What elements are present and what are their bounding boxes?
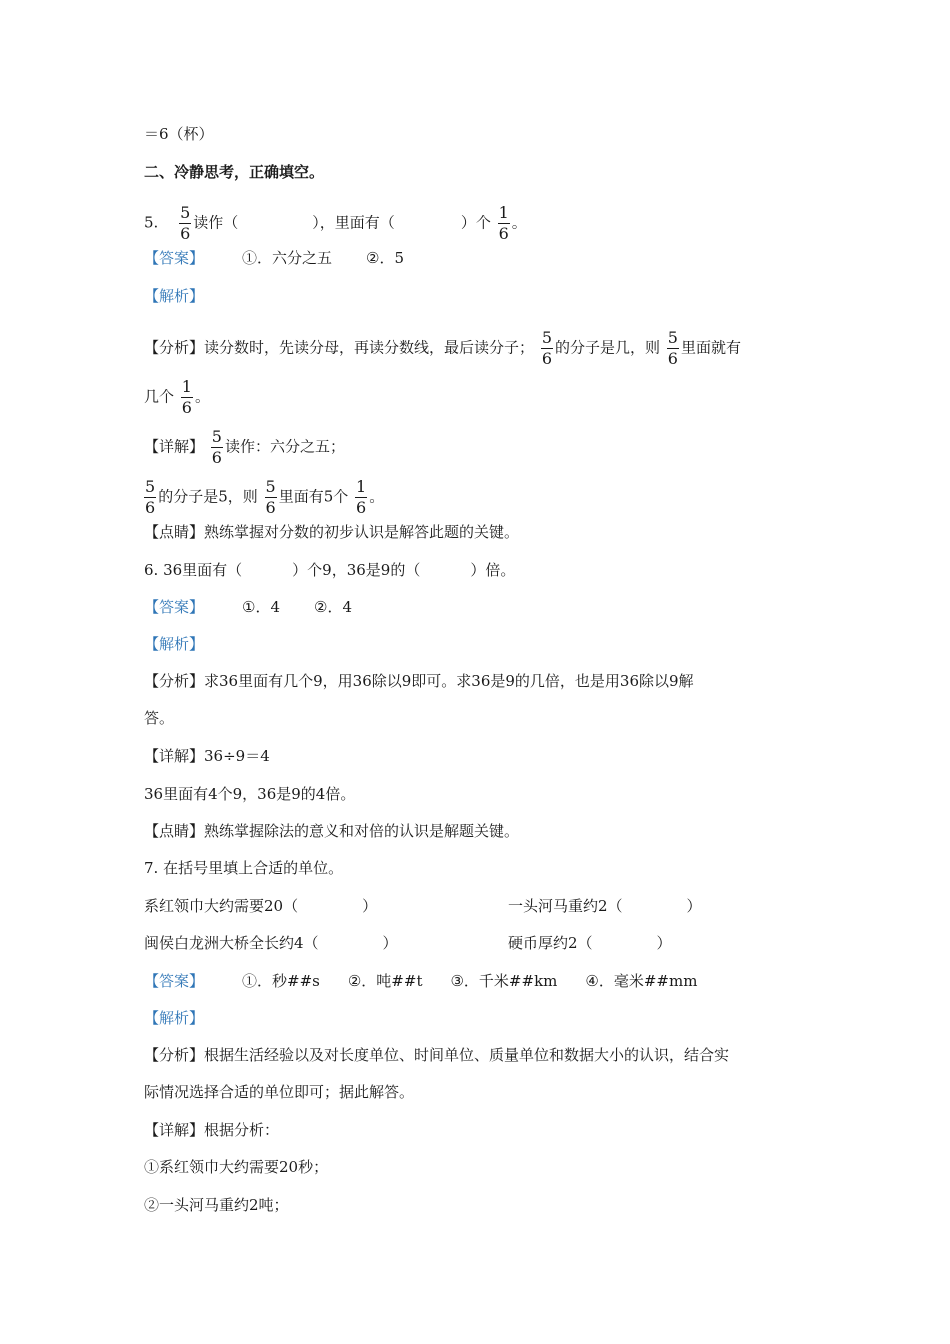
text: 二、冷静思考，正确填空。 [144,163,325,181]
text: 。 [194,387,210,406]
fraction-1-6 [181,378,193,417]
detail-5a [144,428,345,467]
tag: 【分析】 [144,1046,205,1064]
analysis-7-cont [144,1082,414,1102]
text: ）个 [460,213,491,232]
numerator: 5 [541,328,552,347]
text: 系红领巾大约需要20（ [144,897,299,915]
text: 36÷9＝4 [204,747,270,765]
analysis-7 [144,1045,729,1065]
answer-item: ①．六分之五 [242,249,333,267]
detail-7 [144,1120,279,1140]
denominator: 6 [211,448,222,467]
fraction-1-6 [498,204,510,243]
answer-item: ①．4 [242,598,281,616]
answer-tag: 【答案】 [144,598,205,616]
text: 里面就有 [680,338,741,357]
analysis-6 [144,671,694,691]
question-7-row-1-left [144,896,377,916]
text: 硬币厚约2（ [508,934,593,952]
answer-item: ①．秒##s [242,972,320,990]
question-7-row-2-right [508,933,672,953]
answer-item: ②．5 [366,249,405,267]
text: 一头河马重约2（ [508,897,623,915]
analysis-tag-5 [144,286,204,306]
text: 根据分析： [204,1121,280,1139]
analysis-5-cont [144,378,210,417]
text: 读分数时，先读分母，再读分数线，最后读分子； [204,338,535,357]
question-7-row-2-left [144,933,398,953]
text: 【解析】 [144,635,205,653]
answer-7 [144,971,697,991]
denominator: 6 [356,498,367,517]
key-point-5 [144,522,519,542]
numerator: 1 [498,203,509,222]
tag: 【分析】 [144,338,205,357]
denominator: 6 [180,224,191,243]
tag: 【分析】 [144,672,205,690]
fraction-5-6 [211,428,223,467]
numerator: 1 [181,377,192,396]
text: 际情况选择合适的单位即可；据此解答。 [144,1083,415,1101]
text: 闽侯白龙洲大桥全长约4（ [144,934,319,952]
text: 熟练掌握除法的意义和对倍的认识是解题关键。 [204,822,520,840]
text: 几个 [144,387,175,406]
numerator: 5 [145,477,156,496]
tag: 【点睛】 [144,523,205,541]
detail-6b [144,784,355,804]
numerator: 5 [211,427,222,446]
text: 【解析】 [144,1009,205,1027]
line-result-cups [144,124,214,144]
tag: 【详解】 [144,747,205,765]
analysis-5 [144,329,741,368]
question-number: 5. [144,213,159,232]
denominator: 6 [498,224,509,243]
question-6 [144,560,515,580]
text: 7. 在括号里填上合适的单位。 [144,859,344,877]
text: ）倍。 [470,561,516,579]
text: ） [382,934,398,952]
question-7 [144,858,343,878]
denominator: 6 [145,498,156,517]
text: 36里面有4个9，36是9的4倍。 [144,785,356,803]
section-heading [144,162,324,182]
text: ），里面有（ [312,213,395,232]
answer-6 [144,597,352,617]
text: 求36里面有几个9，用36除以9即可。求36是9的几倍，也是用36除以9解 [204,672,694,690]
text: ＝6（杯） [144,125,214,143]
text: 的分子是5，则 [158,487,258,506]
analysis-tag-7 [144,1008,204,1028]
numerator: 1 [356,477,367,496]
key-point-6 [144,821,519,841]
tag: 【点睛】 [144,822,205,840]
denominator: 6 [541,349,552,368]
text: 读作：六分之五； [224,437,345,456]
text: ） [656,934,672,952]
text: 根据生活经验以及对长度单位、时间单位、质量单位和数据大小的认识，结合实 [204,1046,730,1064]
text: 的分子是几，则 [555,338,661,357]
denominator: 6 [181,398,192,417]
answer-item: ④．毫米##mm [585,972,698,990]
answer-tag: 【答案】 [144,249,205,267]
answer-item: ②．吨##t [347,972,423,990]
detail-7b [144,1195,289,1215]
answer-item: ③．千米##km [450,972,558,990]
answer-5 [144,248,404,268]
detail-5b [144,478,384,517]
text: 里面有5个 [278,487,349,506]
fraction-5-6 [541,329,553,368]
numerator: 5 [265,477,276,496]
question-5 [144,204,527,243]
detail-7a [144,1157,328,1177]
text: 读作（ [193,213,239,232]
tag: 【详解】 [144,437,205,456]
text: 答。 [144,709,175,727]
text: 。 [369,487,385,506]
tag: 【详解】 [144,1121,205,1139]
numerator: 5 [667,328,678,347]
denominator: 6 [265,498,276,517]
text: ）个9，36是9的（ [292,561,421,579]
text: 熟练掌握对分数的初步认识是解答此题的关键。 [204,523,520,541]
text: ①系红领巾大约需要20秒； [144,1158,329,1176]
text: ②一头河马重约2吨； [144,1196,289,1214]
text: 6. 36里面有（ [144,561,243,579]
numerator: 5 [180,203,191,222]
fraction-5-6 [144,478,156,517]
fraction-5-6 [179,204,191,243]
detail-6 [144,746,270,766]
text: 【解析】 [144,287,205,305]
fraction-5-6 [265,478,277,517]
denominator: 6 [667,349,678,368]
answer-tag: 【答案】 [144,972,205,990]
analysis-tag-6 [144,634,204,654]
fraction-1-6 [355,478,367,517]
text: ） [362,897,378,915]
analysis-6-cont [144,708,174,728]
text: ） [686,897,702,915]
text: 。 [511,213,527,232]
fraction-5-6 [667,329,679,368]
question-7-row-1-right [508,896,702,916]
answer-item: ②．4 [314,598,353,616]
